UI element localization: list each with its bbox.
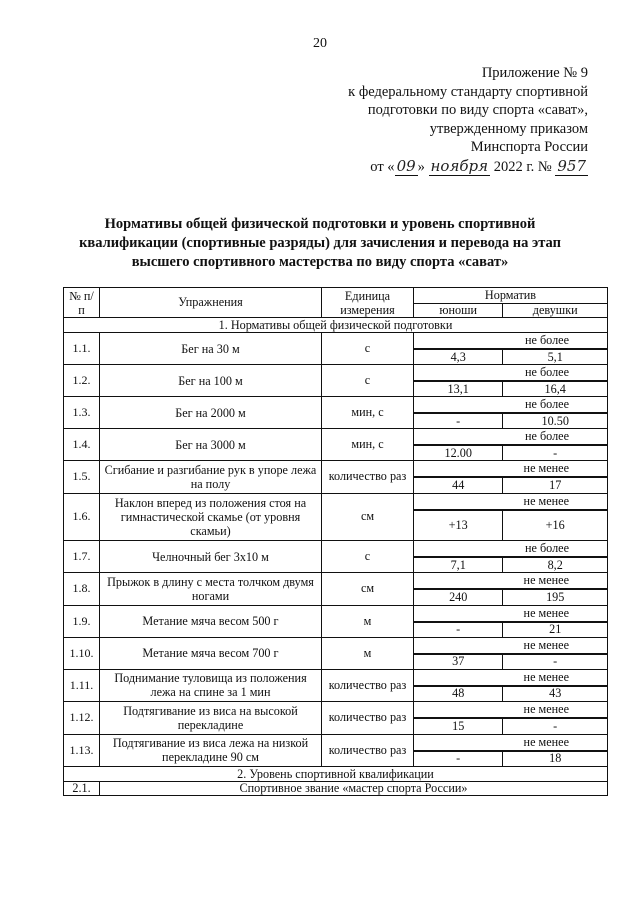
row-exercise: Бег на 30 м: [100, 333, 322, 365]
row-value-boys: +13: [414, 510, 503, 541]
document-title: [60, 215, 580, 272]
appendix-line-4: утвержденному приказом: [429, 120, 588, 137]
row-unit: см: [322, 573, 414, 606]
row-unit: с: [322, 333, 414, 365]
title-line-1: Нормативы общей физической подготовки и уровень спортивной: [104, 216, 536, 232]
row-exercise: Подтягивание из виса на высокой перекладине: [100, 702, 322, 735]
row-exercise: Поднимание туловища из положения лежа на спине за 1 мин: [100, 669, 322, 702]
appendix-line-5: Минспорта России: [470, 139, 588, 155]
row-value-boys: 37: [414, 654, 503, 670]
row-value-girls: -: [503, 718, 608, 734]
row-exercise: Бег на 100 м: [100, 365, 322, 397]
row-value-boys: -: [414, 622, 503, 638]
title-line-3: высшего спортивного мастерства по виду спорта «сават»: [131, 254, 509, 270]
appendix-date-line: [288, 157, 588, 177]
row-unit: мин, с: [322, 397, 414, 429]
handwritten-month: ноября: [430, 156, 489, 175]
row-exercise: Бег на 2000 м: [100, 397, 322, 429]
table-row: [64, 669, 608, 686]
table-row: [64, 734, 608, 751]
row-exercise: Прыжок в длину с места толчком двумя ногами: [100, 573, 322, 606]
row-unit: количество раз: [322, 702, 414, 735]
row-exercise: Метание мяча весом 500 г: [100, 605, 322, 637]
row-condition: не более: [414, 397, 608, 414]
row-condition: не менее: [414, 734, 608, 751]
section-1-title: 1. Нормативы общей физической подготовки: [64, 318, 608, 333]
row-2-1-num: 2.1.: [64, 782, 100, 796]
appendix-block: [288, 64, 588, 176]
table-row: [64, 637, 608, 654]
table-row: [64, 461, 608, 478]
row-value-boys: 48: [414, 686, 503, 702]
row-condition: не менее: [414, 702, 608, 719]
row-num: 1.1.: [64, 333, 100, 365]
row-condition: не менее: [414, 605, 608, 622]
row-value-girls: 18: [503, 751, 608, 767]
row-exercise: Метание мяча весом 700 г: [100, 637, 322, 669]
row-num: 1.11.: [64, 669, 100, 702]
row-num: 1.5.: [64, 461, 100, 494]
title-line-2: квалификации (спортивные разряды) для зачисления и перевода на этап: [79, 235, 561, 251]
row-value-girls: -: [503, 654, 608, 670]
date-year: 2022 г. №: [493, 158, 552, 175]
header-boys: юноши: [414, 304, 503, 318]
row-unit: с: [322, 365, 414, 397]
row-num: 1.9.: [64, 605, 100, 637]
table-row: [64, 605, 608, 622]
row-exercise: Подтягивание из виса лежа на низкой перекладине 90 см: [100, 734, 322, 767]
table-row: [64, 365, 608, 382]
table-row: [64, 573, 608, 590]
row-condition: не более: [414, 429, 608, 446]
section-2-title: 2. Уровень спортивной квалификации: [64, 767, 608, 782]
row-condition: не более: [414, 365, 608, 382]
row-value-girls: 43: [503, 686, 608, 702]
row-num: 1.4.: [64, 429, 100, 461]
row-unit: м: [322, 605, 414, 637]
row-condition: не более: [414, 541, 608, 558]
row-value-girls: 5,1: [503, 349, 608, 365]
row-num: 1.12.: [64, 702, 100, 735]
row-value-girls: 17: [503, 477, 608, 493]
table-row: [64, 493, 608, 510]
row-condition: не менее: [414, 637, 608, 654]
row-exercise: Челночный бег 3х10 м: [100, 541, 322, 573]
table-row: [64, 397, 608, 414]
row-exercise: Бег на 3000 м: [100, 429, 322, 461]
row-num: 1.10.: [64, 637, 100, 669]
row-unit: мин, с: [322, 429, 414, 461]
row-value-girls: 16,4: [503, 381, 608, 397]
row-value-boys: 7,1: [414, 557, 503, 573]
row-exercise: Сгибание и разгибание рук в упоре лежа на полу: [100, 461, 322, 494]
header-unit: Единица измерения: [322, 288, 414, 318]
date-prefix: от «: [370, 158, 395, 175]
norms-table: [63, 287, 608, 796]
handwritten-order-number: 957: [557, 156, 586, 175]
row-num: 1.2.: [64, 365, 100, 397]
row-value-girls: +16: [503, 510, 608, 541]
table-row: [64, 702, 608, 719]
row-unit: с: [322, 541, 414, 573]
row-value-girls: -: [503, 445, 608, 461]
row-condition: не более: [414, 333, 608, 350]
row-unit: количество раз: [322, 461, 414, 494]
date-mid: »: [417, 158, 425, 175]
row-unit: количество раз: [322, 734, 414, 767]
row-value-boys: -: [414, 413, 503, 429]
header-girls: девушки: [503, 304, 608, 318]
row-num: 1.3.: [64, 397, 100, 429]
row-value-boys: 4,3: [414, 349, 503, 365]
row-value-girls: 195: [503, 589, 608, 605]
header-exercise: Упражнения: [100, 288, 322, 318]
row-value-boys: 44: [414, 477, 503, 493]
table-rows: [64, 333, 608, 767]
table-row: [64, 429, 608, 446]
handwritten-day: 09: [396, 156, 416, 175]
row-num: 1.8.: [64, 573, 100, 606]
table-row: [64, 333, 608, 350]
row-num: 1.6.: [64, 493, 100, 541]
row-value-boys: 240: [414, 589, 503, 605]
row-condition: не менее: [414, 493, 608, 510]
appendix-line-3: подготовки по виду спорта «сават»,: [367, 102, 588, 118]
row-condition: не менее: [414, 669, 608, 686]
row-value-girls: 10.50: [503, 413, 608, 429]
row-2-1-text: Спортивное звание «мастер спорта России»: [100, 782, 608, 796]
row-condition: не менее: [414, 573, 608, 590]
row-unit: см: [322, 493, 414, 541]
row-value-boys: 12.00: [414, 445, 503, 461]
row-unit: м: [322, 637, 414, 669]
row-condition: не менее: [414, 461, 608, 478]
row-value-boys: -: [414, 751, 503, 767]
row-value-girls: 21: [503, 622, 608, 638]
row-exercise: Наклон вперед из положения стоя на гимнастической скамье (от уровня скамьи): [100, 493, 322, 541]
row-value-boys: 15: [414, 718, 503, 734]
appendix-line-2: к федеральному стандарту спортивной: [348, 83, 588, 100]
table-row: [64, 541, 608, 558]
row-num: 1.13.: [64, 734, 100, 767]
row-value-girls: 8,2: [503, 557, 608, 573]
row-num: 1.7.: [64, 541, 100, 573]
appendix-line-1: Приложение № 9: [481, 65, 588, 81]
row-unit: количество раз: [322, 669, 414, 702]
row-value-boys: 13,1: [414, 381, 503, 397]
page-number: 20: [313, 36, 327, 51]
header-norm: Норматив: [414, 288, 608, 304]
header-num: № п/п: [64, 288, 100, 318]
